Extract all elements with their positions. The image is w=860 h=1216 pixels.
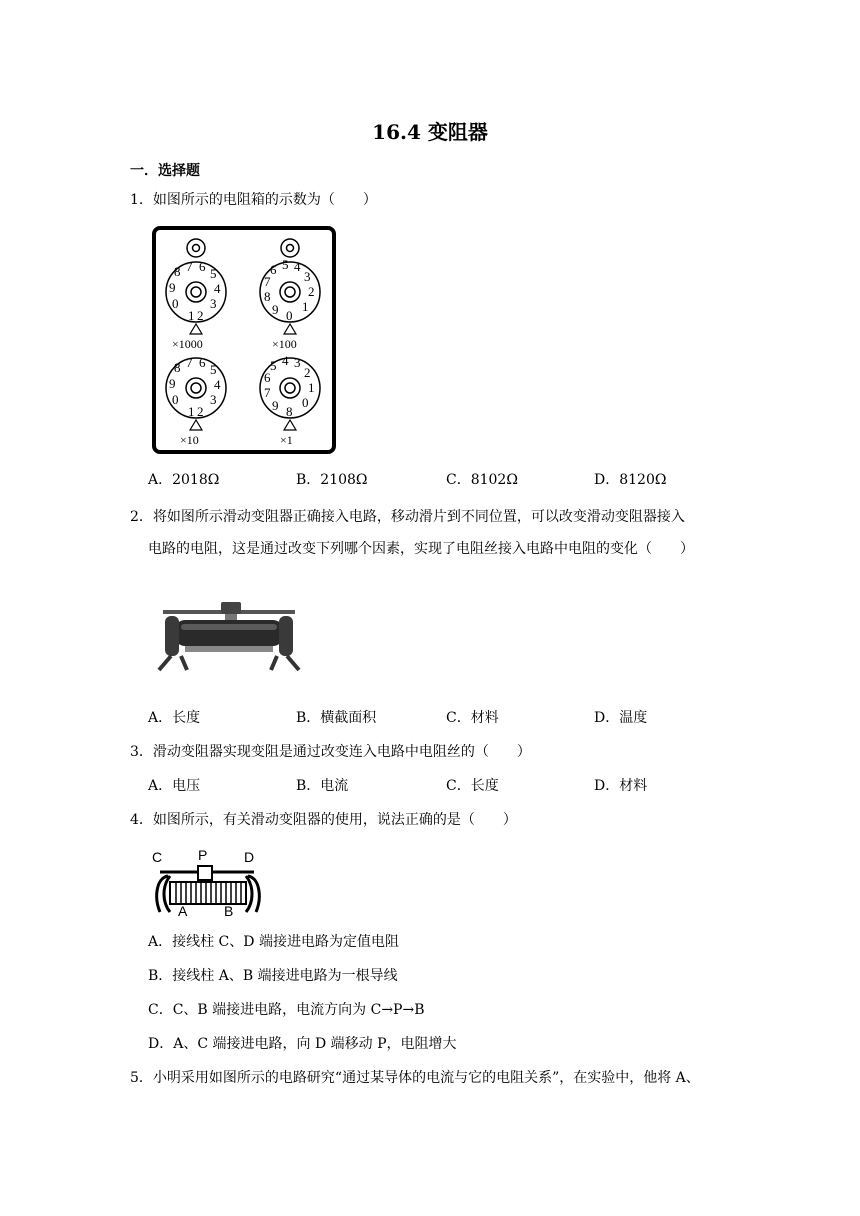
svg-text:7: 7: [264, 274, 271, 289]
svg-text:7: 7: [186, 259, 193, 274]
svg-text:0: 0: [172, 296, 179, 311]
question-2-option-b: B．横截面积: [296, 710, 377, 726]
slider-p-label: P: [198, 847, 208, 863]
svg-text:2: 2: [197, 308, 204, 323]
svg-text:0: 0: [302, 395, 309, 410]
question-3-option-a: A．电压: [148, 778, 201, 794]
svg-text:5: 5: [282, 257, 289, 272]
svg-text:2: 2: [308, 284, 315, 299]
question-1-option-b: B．2108Ω: [296, 472, 368, 488]
question-2-stem-line-1: 2．将如图所示滑动变阻器正确接入电路，移动滑片到不同位置，可以改变滑动变阻器接入: [130, 509, 685, 525]
svg-text:5: 5: [210, 362, 217, 377]
dial-multiplier-1: ×1: [280, 433, 293, 447]
svg-text:2: 2: [197, 404, 204, 419]
svg-text:3: 3: [294, 355, 301, 370]
svg-text:1: 1: [188, 308, 195, 323]
svg-text:8: 8: [286, 404, 293, 419]
question-4-option-d: D．A、C 端接进电路，向 D 端移动 P，电阻增大: [148, 1036, 457, 1052]
svg-text:4: 4: [214, 377, 221, 392]
svg-text:9: 9: [169, 280, 176, 295]
question-2-option-c: C．材料: [446, 710, 499, 726]
svg-text:9: 9: [272, 302, 279, 317]
section-heading: 一．选择题: [130, 163, 200, 179]
svg-text:5: 5: [270, 358, 277, 373]
question-1-option-a: A．2018Ω: [148, 472, 220, 488]
page-title: 16.4 变阻器: [372, 120, 488, 144]
svg-text:1: 1: [308, 380, 315, 395]
svg-text:8: 8: [174, 360, 181, 375]
svg-text:7: 7: [264, 385, 271, 400]
terminal-a-label: A: [178, 903, 188, 918]
svg-text:7: 7: [186, 355, 193, 370]
question-1-stem: 1．如图所示的电阻箱的示数为（ ）: [130, 192, 377, 208]
question-2-option-d: D．温度: [594, 710, 648, 726]
svg-text:0: 0: [286, 308, 293, 323]
svg-text:6: 6: [199, 259, 206, 274]
question-2-stem-line-2: 电路的电阻，这是通过改变下列哪个因素，实现了电阻丝接入电路中电阻的变化（ ）: [148, 541, 694, 557]
question-4-option-b: B．接线柱 A、B 端接进电路为一根导线: [148, 968, 398, 984]
resistance-box-figure: [152, 226, 336, 454]
question-1-option-c: C．8102Ω: [446, 472, 518, 488]
dial-multiplier-10: ×10: [180, 433, 199, 447]
svg-text:5: 5: [210, 266, 217, 281]
svg-text:0: 0: [172, 392, 179, 407]
svg-text:8: 8: [264, 289, 271, 304]
svg-text:2: 2: [304, 365, 311, 380]
svg-text:8: 8: [174, 264, 181, 279]
rheostat-diagram: [148, 846, 264, 918]
svg-text:4: 4: [214, 281, 221, 296]
svg-text:1: 1: [302, 299, 309, 314]
question-4-option-c: C．C、B 端接进电路，电流方向为 C→P→B: [148, 1002, 425, 1018]
svg-text:3: 3: [210, 296, 217, 311]
question-2-option-a: A．长度: [148, 710, 201, 726]
svg-text:3: 3: [304, 269, 311, 284]
svg-text:1: 1: [188, 404, 195, 419]
sliding-rheostat-photo: [155, 600, 303, 672]
question-3-option-d: D．材料: [594, 778, 648, 794]
question-1-option-d: D．8120Ω: [594, 472, 667, 488]
dial-multiplier-100: ×100: [272, 337, 297, 351]
dial-multiplier-1000: ×1000: [172, 337, 203, 351]
question-4-option-a: A．接线柱 C、D 端接进电路为定值电阻: [148, 934, 399, 950]
terminal-d-label: D: [244, 849, 255, 865]
question-3-option-b: B．电流: [296, 778, 349, 794]
svg-text:6: 6: [199, 355, 206, 370]
question-3-option-c: C．长度: [446, 778, 499, 794]
svg-text:6: 6: [270, 262, 277, 277]
question-3-stem: 3．滑动变阻器实现变阻是通过改变连入电路中电阻丝的（ ）: [130, 744, 531, 760]
svg-text:9: 9: [169, 376, 176, 391]
terminal-b-label: B: [224, 903, 234, 918]
question-5-stem: 5．小明采用如图所示的电路研究“通过某导体的电流与它的电阻关系”，在实验中，他将 A、: [130, 1070, 700, 1086]
svg-text:3: 3: [210, 392, 217, 407]
svg-text:6: 6: [264, 370, 271, 385]
svg-text:4: 4: [282, 353, 289, 368]
terminal-c-label: C: [152, 849, 163, 865]
question-4-stem: 4．如图所示，有关滑动变阻器的使用，说法正确的是（ ）: [130, 812, 517, 828]
svg-text:9: 9: [272, 398, 279, 413]
svg-text:4: 4: [294, 259, 301, 274]
